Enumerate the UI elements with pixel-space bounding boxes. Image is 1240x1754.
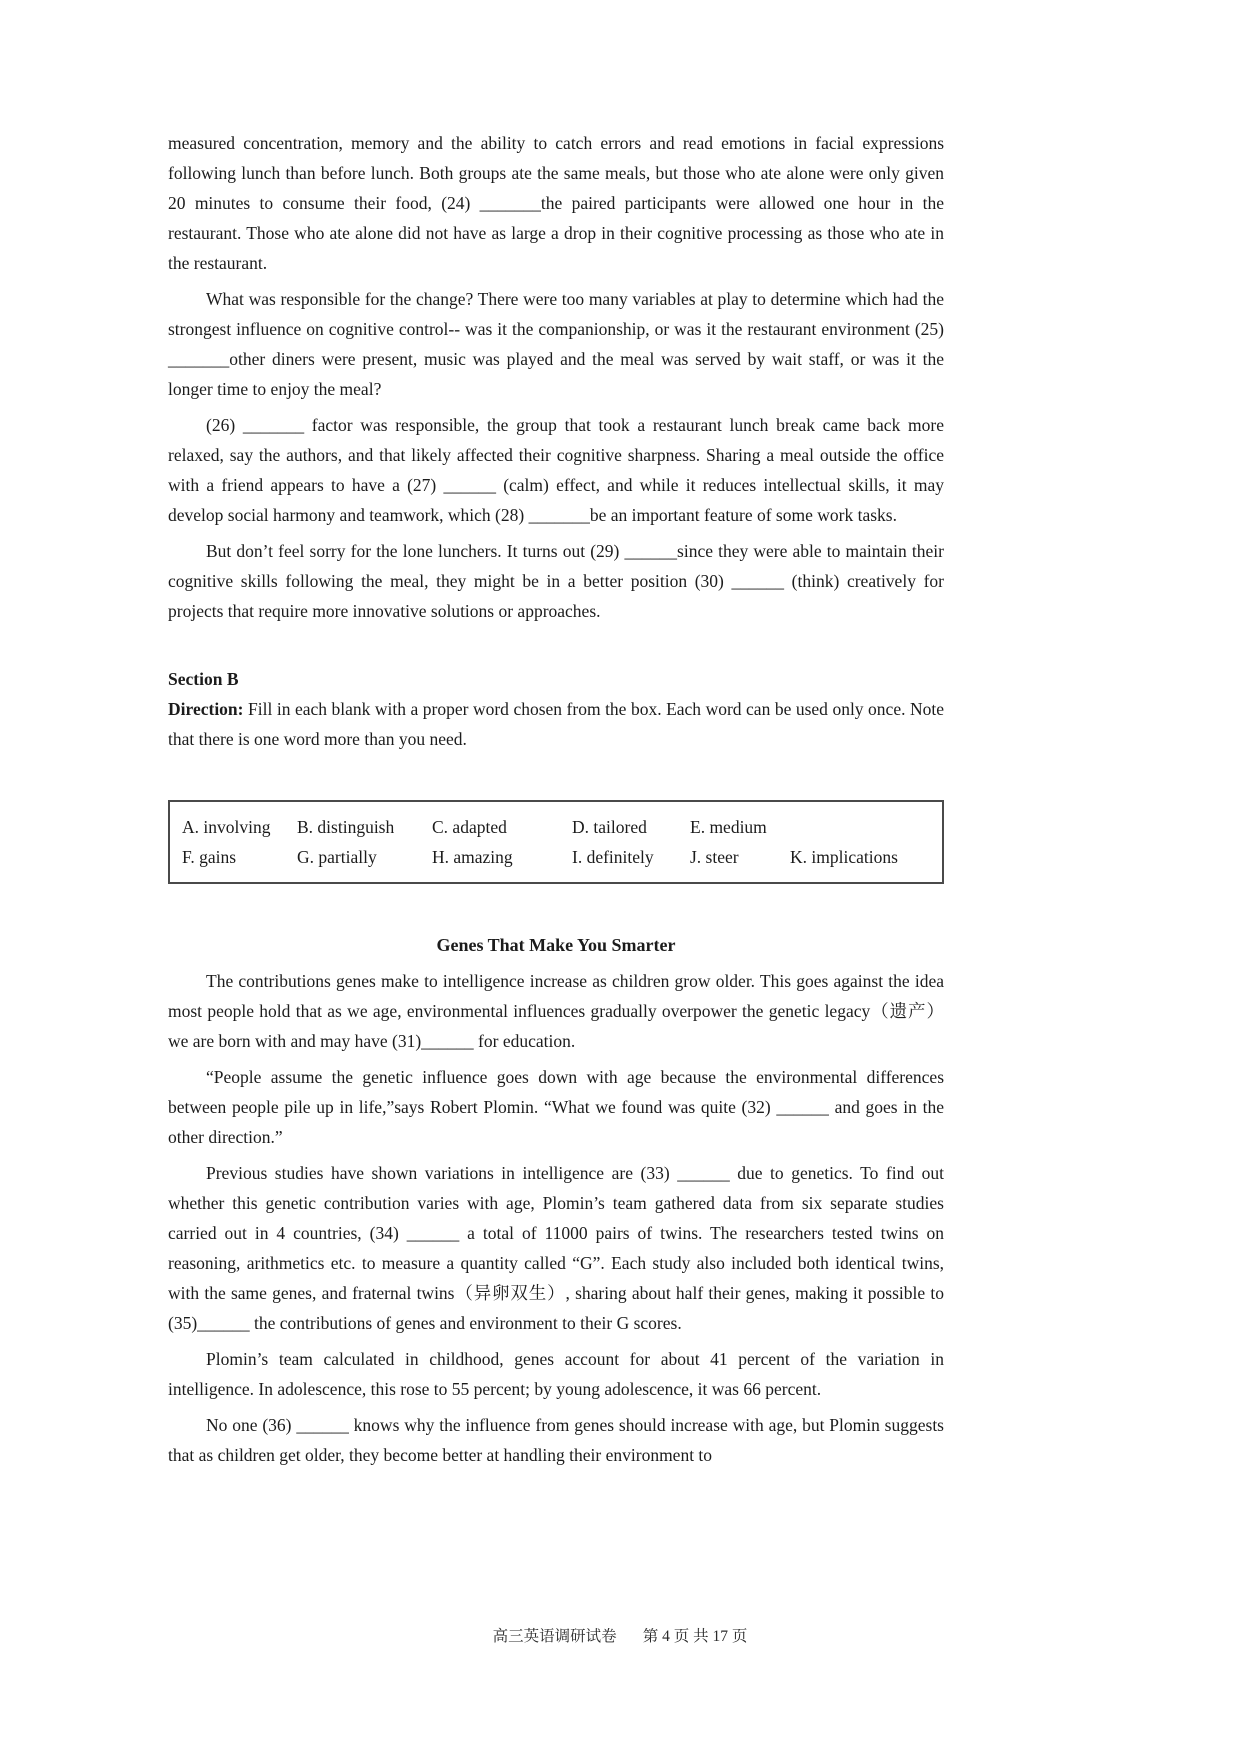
word-option-f: F. gains	[182, 847, 237, 867]
passage-paragraph-4: Plomin’s team calculated in childhood, genes account for about 41 percent of the variation in intelligence. In adolescence, this rose to 55 percent; by young adolescence, it was 66 percent.	[168, 1349, 944, 1399]
section-a-paragraph-1: measured concentration, memory and the ability to catch errors and read emotions in facial expressions following lunch than before lunch. Both groups ate the same meals, but those who ate alone were only given 20 minutes to consume their food, (24) _______the paired participants were allowed one hour in the restaurant. Those who ate alone did not have as large a drop in their cognitive processing as those who ate in the restaurant.	[168, 133, 944, 273]
word-option-g: G. partially	[297, 847, 377, 867]
passage-paragraph-1: The contributions genes make to intelligence increase as children grow older. This goes against the idea most people hold that as we age, environmental influences gradually overpower the genetic legacy（遗产）we are born with and may have (31)______ for education.	[168, 971, 944, 1051]
page-content	[168, 128, 944, 1476]
word-option-e: E. medium	[690, 817, 767, 837]
footer-exam-title: 高三英语调研试卷	[492, 1628, 617, 1645]
word-option-d: D. tailored	[572, 817, 647, 837]
footer-page-info: 第 4 页 共 17 页	[642, 1628, 748, 1645]
word-row-1-spacer	[790, 812, 936, 842]
page-footer	[0, 1624, 1240, 1646]
passage-paragraph-2: “People assume the genetic influence goes down with age because the environmental differences between people pile up in life,”says Robert Plomin. “What we found was quite (32) ______ and goes in the other direction.”	[168, 1067, 944, 1147]
direction-paragraph	[168, 694, 944, 754]
section-b-heading: Section B	[168, 669, 239, 689]
passage-paragraph-5: No one (36) ______ knows why the influence from genes should increase with age, but Plomin suggests that as children get older, they become better at handling their environment to	[168, 1415, 944, 1465]
word-option-b: B. distinguish	[297, 817, 395, 837]
word-bank-box	[168, 800, 944, 884]
word-bank-row-2	[182, 842, 936, 872]
word-bank-row-1	[182, 812, 936, 842]
word-option-a: A. involving	[182, 817, 271, 837]
word-option-k: K. implications	[790, 847, 898, 867]
section-a-paragraph-4: But don’t feel sorry for the lone lunchers. It turns out (29) ______since they were able to maintain their cognitive skills following the meal, they might be in a better position (30) ______ (think) creatively for projects that require more innovative solutions or approaches.	[168, 541, 944, 621]
passage-title: Genes That Make You Smarter	[436, 935, 676, 955]
section-a-paragraph-2: What was responsible for the change? There were too many variables at play to determine which had the strongest influence on cognitive control-- was it the companionship, or was it the restaurant environment (25) _______other diners were present, music was played and the meal was served by wait staff, or was it the longer time to enjoy the meal?	[168, 289, 944, 399]
word-option-c: C. adapted	[432, 817, 507, 837]
section-a-paragraph-3: (26) _______ factor was responsible, the group that took a restaurant lunch break came back more relaxed, say the authors, and that likely affected their cognitive sharpness. Sharing a meal outside the office with a friend appears to have a (27) ______ (calm) effect, and while it reduces intellectual skills, it may develop social harmony and teamwork, which (28) _______be an important feature of some work tasks.	[168, 415, 944, 525]
word-option-i: I. definitely	[572, 847, 654, 867]
direction-label: Direction:	[168, 699, 244, 719]
direction-text: Fill in each blank with a proper word chosen from the box. Each word can be used only once. Note that there is one word more than you need.	[168, 699, 944, 749]
passage-paragraph-3: Previous studies have shown variations in intelligence are (33) ______ due to genetics. To find out whether this genetic contribution varies with age, Plomin’s team gathered data from six separate studies carried out in 4 countries, (34) ______ a total of 11000 pairs of twins. The researchers tested twins on reasoning, arithmetics etc. to measure a quantity called “G”. Each study also included both identical twins, with the same genes, and fraternal twins（异卵双生）, sharing about half their genes, making it possible to (35)______ the contributions of genes and environment to their G scores.	[168, 1163, 944, 1333]
word-option-h: H. amazing	[432, 847, 513, 867]
word-option-j: J. steer	[690, 847, 739, 867]
